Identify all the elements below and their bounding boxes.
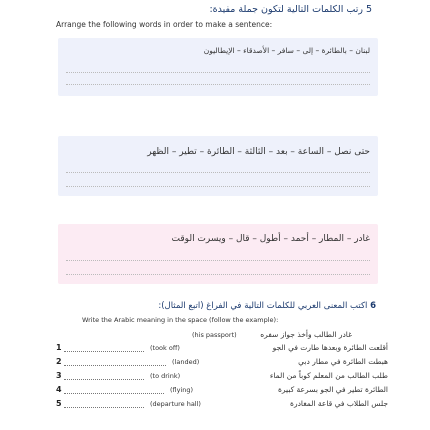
answer-line[interactable] (66, 186, 370, 187)
row-english: (departure hall) (150, 400, 201, 408)
example-english: (his passport) (192, 331, 237, 339)
word-box-2-words: حتى نصل – الساعة – بعد – الثالثة – الطائرة – تطير – الظهر (147, 147, 370, 157)
row-english: (took off) (150, 344, 180, 352)
exercise-6-heading-arabic (46, 301, 376, 311)
answer-line[interactable] (66, 172, 370, 173)
row-arabic: هبطت الطائرة في مطار دبي (298, 357, 388, 366)
exercise-6-heading-text: اكتب المعنى العربي للكلمات التالية في الفراغ (اتبع المثال): (158, 301, 368, 311)
row-number: 3 (56, 371, 62, 380)
row-english: (to drink) (150, 372, 181, 380)
word-box-2 (58, 136, 378, 196)
answer-line[interactable] (66, 72, 370, 73)
answer-line[interactable] (64, 351, 144, 352)
answer-line[interactable] (64, 379, 144, 380)
row-number: 4 (56, 385, 62, 394)
vocab-row (56, 385, 388, 399)
exercise-6-number: 6 (370, 301, 376, 311)
row-arabic: جلس الطلاب في قاعة المغادرة (290, 399, 388, 408)
vocab-row (56, 399, 388, 413)
exercise-6-heading-english: Write the Arabic meaning in the space (follow the example): (82, 316, 279, 324)
exercise-5-number: 5 (365, 4, 372, 15)
answer-line[interactable] (66, 274, 370, 275)
answer-line[interactable] (64, 407, 144, 408)
row-number: 5 (56, 399, 62, 408)
example-row (56, 330, 388, 344)
answer-line[interactable] (64, 393, 164, 394)
vocab-row (56, 371, 388, 385)
answer-line[interactable] (66, 260, 370, 261)
word-box-1-words: لبنان – بالطائرة – إلى – سافر – الأصدقاء – الإيطاليون (203, 46, 370, 55)
exercise-5-heading-text: رتب الكلمات التالية لتكون جملة مفيدة: (209, 4, 363, 15)
row-number: 2 (56, 357, 62, 366)
vocab-row (56, 343, 388, 357)
example-arabic: غادر الطالب وأخذ جواز سفره (260, 330, 352, 339)
word-box-3-words: غادر – المطار – أحمد – أطول – قال – ويسرت الوقت (171, 234, 370, 244)
word-box-1 (58, 38, 378, 96)
exercise-5-heading-arabic (52, 4, 372, 15)
row-arabic: طلب الطالب من المعلم كوباً من الماء (269, 371, 388, 380)
row-arabic: الطائرة تطير في الجو بسرعة كبيرة (277, 385, 388, 394)
answer-line[interactable] (66, 84, 370, 85)
row-english: (landed) (172, 358, 200, 366)
row-english: (flying) (170, 386, 194, 394)
word-box-3 (58, 224, 378, 284)
row-number: 1 (56, 343, 62, 352)
vocab-row (56, 357, 388, 371)
row-arabic: أقلعت الطائرة وبعدها طارت في الجو (272, 343, 388, 352)
answer-line[interactable] (64, 365, 166, 366)
exercise-5-heading-english: Arrange the following words in order to make a sentence: (56, 20, 273, 29)
